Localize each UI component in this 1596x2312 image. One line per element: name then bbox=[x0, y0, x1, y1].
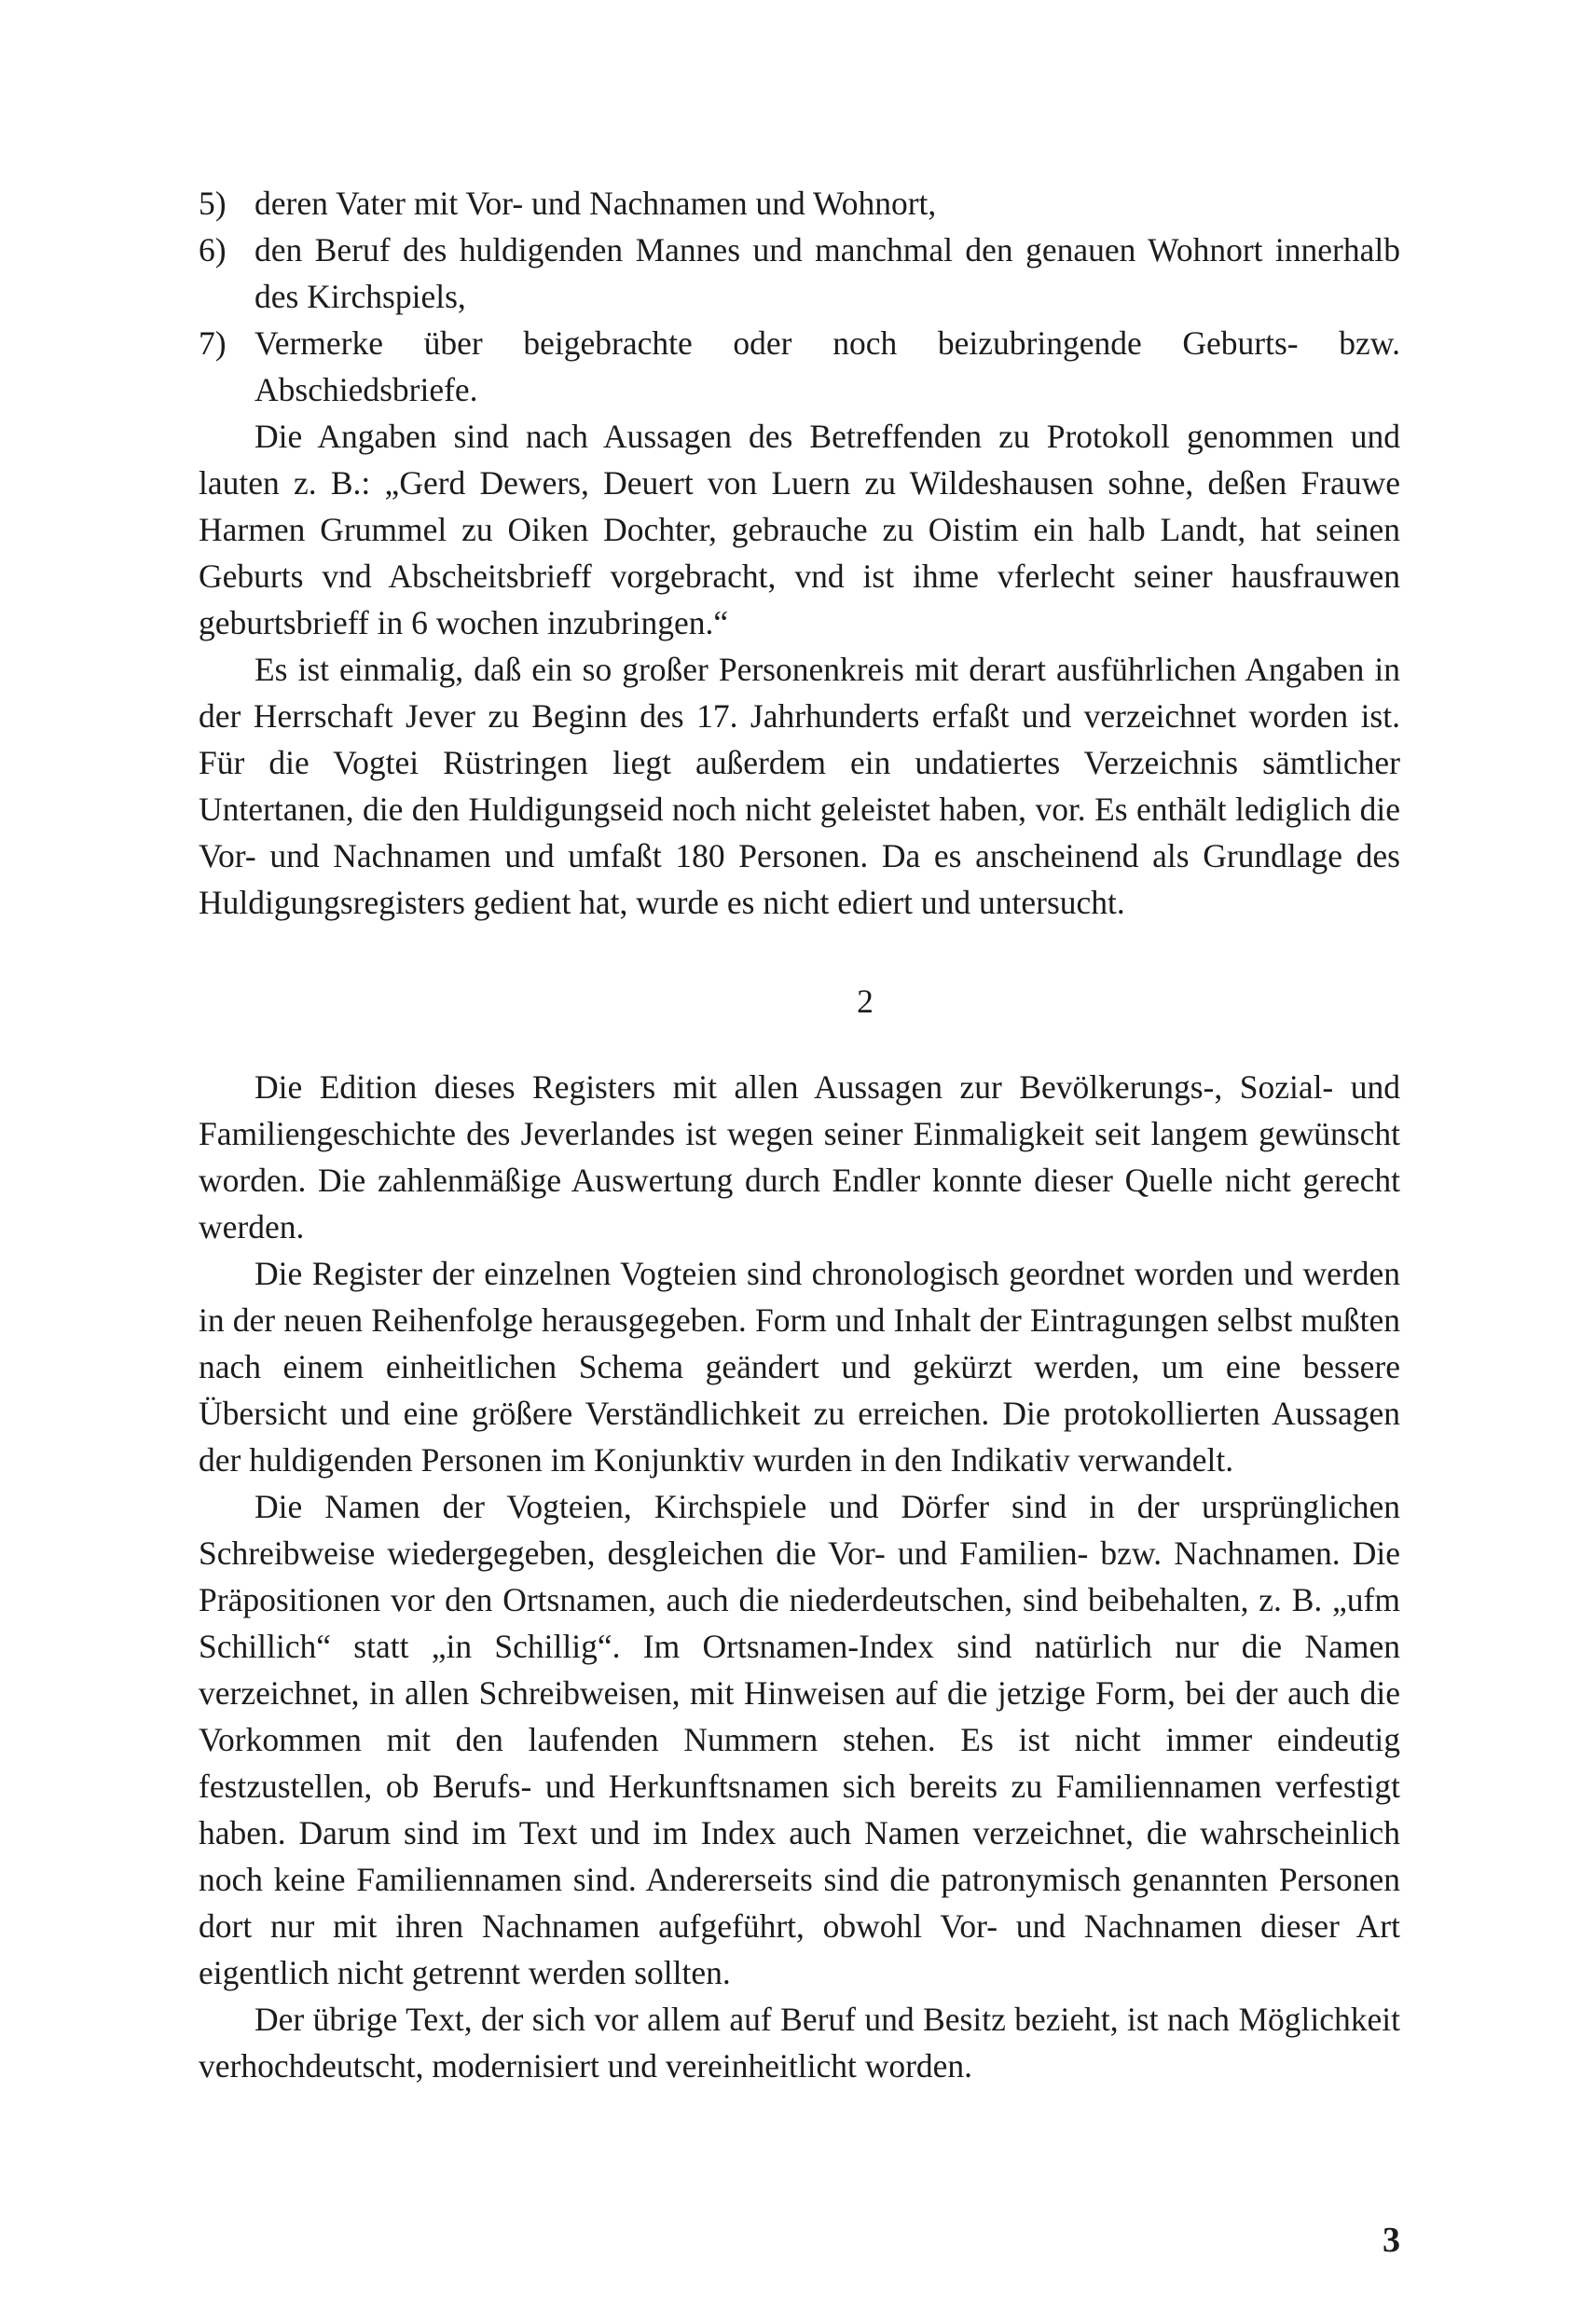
paragraph-remaining-text: Der übrige Text, der sich vor allem auf Beruf und Besitz bezieht, ist nach Möglichkeit verhochdeutscht, modernisiert und vereinheitlicht worden. bbox=[199, 2001, 1400, 2085]
list-item-number: 6) bbox=[199, 231, 227, 268]
paragraph-edition: Die Edition dieses Registers mit allen Aussagen zur Bevölkerungs-, Sozial- und Familiengeschichte des Jeverlandes ist wegen seiner Einmaligkeit seit langem gewünscht worden. Die zahlenmäßige Auswertung durch Endler konnte dieser Quelle nicht gerecht werden. bbox=[199, 1068, 1400, 1245]
list-item bbox=[199, 180, 1400, 227]
paragraph-names: Die Namen der Vogteien, Kirchspiele und Dörfer sind in der ursprünglichen Schreibweise wiedergegeben, desgleichen die Vor- und Familien- bzw. Nachnamen. Die Präpositionen vor den Ortsnamen, auch die niederdeutschen, sind beibehalten, z. B. „ufm Schillich“ statt „in Schillig“. Im Ortsnamen-Index sind natürlich nur die Namen verzeichnet, in allen Schreibweisen, mit Hinweisen auf die jetzige Form, bei der auch die Vorkommen mit den laufenden Nummern stehen. Es ist nicht immer eindeutig festzustellen, ob Berufs- und Herkunftsnamen sich bereits zu Familiennamen verfestigt haben. Darum sind im Text und im Index auch Namen verzeichnet, die wahrscheinlich noch keine Familiennamen sind. Andererseits sind die patronymisch genannten Personen dort nur mit ihren Nachnamen aufgeführt, obwohl Vor- und Nachnamen dieser Art eigentlich nicht getrennt werden sollten. bbox=[199, 1488, 1400, 1991]
list-item-text: Vermerke über beigebrachte oder noch beizubringende Geburts- bzw. Abschiedsbriefe. bbox=[255, 324, 1400, 408]
paragraph-registers: Die Register der einzelnen Vogteien sind chronologisch geordnet worden und werden in der neuen Reihenfolge herausgegeben. Form und Inhalt der Eintragungen selbst mußten nach einem einheitlichen Schema geändert und gekürzt werden, um eine bessere Übersicht und eine größere Verständlichkeit zu erreichen. Die protokollierten Aussagen der huldigenden Personen im Konjunktiv wurden in den Indikativ verwandelt. bbox=[199, 1255, 1400, 1479]
paragraph-uniqueness: Es ist einmalig, daß ein so großer Personenkreis mit derart ausführlichen Angaben in der Herrschaft Jever zu Beginn des 17. Jahrhunderts erfaßt und verzeichnet worden ist. Für die Vogtei Rüstringen liegt außerdem ein undatiertes Verzeichnis sämtlicher Untertanen, die den Huldigungseid noch nicht geleistet haben, vor. Es enthält lediglich die Vor- und Nachnamen und umfaßt 180 Personen. Da es anscheinend als Grundlage des Huldigungsregisters gedient hat, wurde es nicht ediert und untersucht. bbox=[199, 651, 1400, 921]
bottom-text-block bbox=[199, 1064, 1400, 2089]
list-item-number: 7) bbox=[199, 324, 227, 362]
list-item-number: 5) bbox=[199, 185, 227, 222]
top-text-block bbox=[199, 180, 1400, 926]
list-item bbox=[199, 227, 1400, 320]
section-number: 2 bbox=[857, 983, 874, 1020]
list-item bbox=[199, 320, 1400, 413]
page-number: 3 bbox=[1383, 2221, 1400, 2260]
list-item-text: deren Vater mit Vor- und Nachnamen und Wohnort, bbox=[255, 185, 937, 222]
list-item-text: den Beruf des huldigenden Mannes und manchmal den genauen Wohnort innerhalb des Kirchspiels, bbox=[255, 231, 1400, 315]
paragraph-example-quote: Die Angaben sind nach Aussagen des Betreffenden zu Protokoll genommen und lauten z. B.: „Gerd Dewers, Deuert von Luern zu Wildeshausen sohne, deßen Frauwe Harmen Grummel zu Oiken Dochter, gebrauche zu Oistim ein halb Landt, hat seinen Geburts vnd Abscheitsbrieff vorgebracht, vnd ist ihme vferlecht seiner hausfrauwen geburtsbrieff in 6 wochen inzubringen.“ bbox=[199, 418, 1400, 641]
